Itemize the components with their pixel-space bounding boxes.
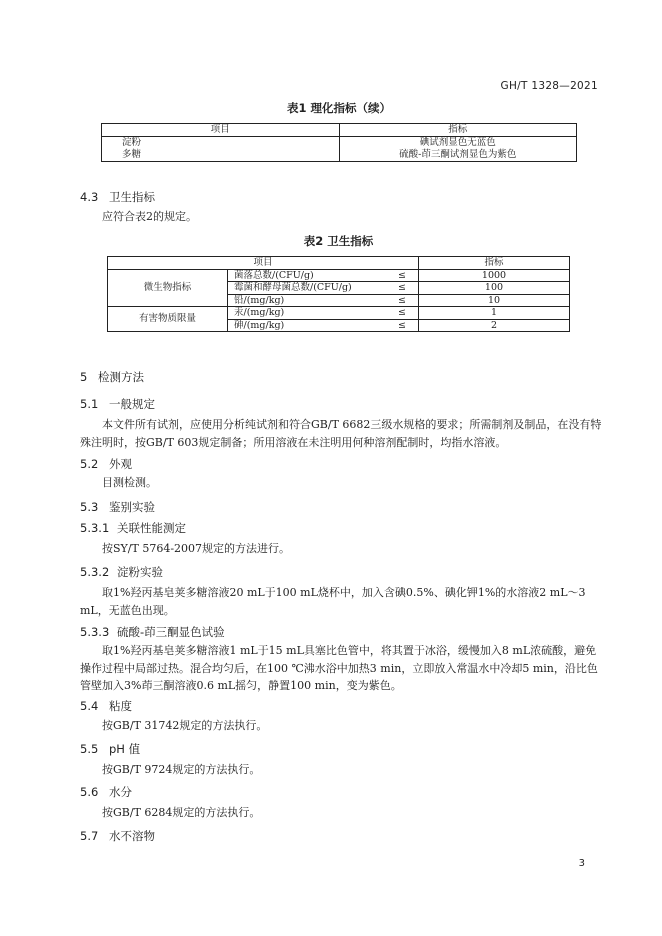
table-header-cell: 指标 xyxy=(419,257,570,270)
page-number: 3 xyxy=(578,858,585,869)
section-number: 4.3 xyxy=(80,190,99,204)
table-cell: 多糖 xyxy=(102,149,340,162)
section-heading xyxy=(80,396,155,412)
le-symbol: ≤ xyxy=(386,319,419,332)
section-title: 水分 xyxy=(109,785,132,799)
table-header-row xyxy=(108,257,570,270)
section-number: 5.4 xyxy=(80,699,99,713)
paragraph: 应符合表2的规定。 xyxy=(102,210,197,223)
section-title: 外观 xyxy=(109,457,132,471)
section-number: 5 xyxy=(80,370,88,384)
group-label: 微生物指标 xyxy=(108,269,228,307)
paragraph: 目测检测。 xyxy=(102,476,157,489)
table2-caption: 表2 卫生指标 xyxy=(303,234,374,248)
table-cell: 碘试剂显色无蓝色 xyxy=(419,137,496,148)
paragraph: 按GB/T 31742规定的方法执行。 xyxy=(102,719,268,732)
section-heading xyxy=(80,828,155,844)
paragraph: 取1%羟丙基皂荚多糖溶液20 mL于100 mL烧杯中，加入含碘0.5%、碘化钾1%的水溶液2 mL～3 mL，无蓝色出现。 xyxy=(80,586,586,617)
table-cell: 硫酸-茚三酮试剂显色为紫色 xyxy=(399,149,517,160)
paragraph: 本文件所有试剂，应使用分析纯试剂和符合GB/T 6682三级水规格的要求；所需制剂及制品，在没有特殊注明时，按GB/T 603规定制备；所用溶液在未注明用何种溶剂配制时，均指水溶液。 xyxy=(80,418,602,449)
section-title: 检测方法 xyxy=(98,370,144,384)
section-title: 淀粉实验 xyxy=(117,565,163,579)
table-row xyxy=(108,307,570,320)
section-heading xyxy=(80,369,144,385)
item-value: 1000 xyxy=(419,269,570,282)
section-number: 5.3 xyxy=(80,500,99,514)
section-heading xyxy=(80,698,132,714)
item-value: 1 xyxy=(419,307,570,320)
item-label: 菌落总数/(CFU/g) xyxy=(228,269,387,282)
section-title: 关联性能测定 xyxy=(117,521,186,535)
section-number: 5.3.2 xyxy=(80,565,110,579)
group-label: 有害物质限量 xyxy=(108,307,228,332)
table-cell: 淀粉 xyxy=(102,137,340,150)
section-title: 卫生指标 xyxy=(109,190,155,204)
table-header-cell: 项目 xyxy=(108,257,419,270)
section-number: 5.3.1 xyxy=(80,521,110,535)
section-title: 一般规定 xyxy=(109,397,155,411)
item-label: 砷/(mg/kg) xyxy=(228,319,387,332)
section-heading xyxy=(80,520,186,536)
section-heading xyxy=(80,189,155,205)
table-header-cell: 指标 xyxy=(339,124,577,137)
le-symbol: ≤ xyxy=(386,294,419,307)
table-row xyxy=(102,137,577,150)
item-value: 100 xyxy=(419,282,570,295)
paragraph: 按GB/T 6284规定的方法执行。 xyxy=(102,806,261,819)
le-symbol: ≤ xyxy=(386,269,419,282)
table-header-cell: 项目 xyxy=(102,124,340,137)
table2 xyxy=(107,256,570,332)
section-title: 粘度 xyxy=(109,699,132,713)
le-symbol: ≤ xyxy=(386,282,419,295)
item-label: 铅/(mg/kg) xyxy=(228,294,387,307)
section-title: 鉴别实验 xyxy=(109,500,155,514)
section-heading xyxy=(80,784,132,800)
section-heading xyxy=(80,741,140,757)
item-label: 霉菌和酵母菌总数/(CFU/g) xyxy=(228,282,387,295)
section-number: 5.6 xyxy=(80,785,99,799)
table1-caption: 表1 理化指标（续） xyxy=(286,101,391,115)
section-heading xyxy=(80,564,163,580)
paragraph: 按GB/T 9724规定的方法执行。 xyxy=(102,763,261,776)
item-label: 汞/(mg/kg) xyxy=(228,307,387,320)
section-title: 硫酸-茚三酮显色试验 xyxy=(117,625,225,639)
section-number: 5.1 xyxy=(80,397,99,411)
table-header-row xyxy=(102,124,577,137)
paragraph: 按SY/T 5764-2007规定的方法进行。 xyxy=(102,542,291,555)
section-number: 5.7 xyxy=(80,829,99,843)
item-value: 10 xyxy=(419,294,570,307)
section-number: 5.2 xyxy=(80,457,99,471)
table-row xyxy=(108,269,570,282)
section-title: pH 值 xyxy=(109,742,141,756)
table1 xyxy=(101,123,577,162)
table-row xyxy=(102,149,577,162)
section-heading xyxy=(80,499,155,515)
item-value: 2 xyxy=(419,319,570,332)
section-number: 5.5 xyxy=(80,742,99,756)
standard-number: GH/T 1328—2021 xyxy=(500,80,598,92)
paragraph: 取1%羟丙基皂荚多糖溶液1 mL于15 mL具塞比色管中，将其置于冰浴，缓慢加入8 mL浓硫酸，避免操作过程中局部过热。混合均匀后，在100 ℃沸水浴中加热3 min，立即放入常温水中冷却5 min，沿比色管壁加入3%茚三酮溶液0.6 mL摇匀，静置100 min，变为紫色。 xyxy=(80,644,598,692)
le-symbol: ≤ xyxy=(386,307,419,320)
section-heading xyxy=(80,456,132,472)
section-number: 5.3.3 xyxy=(80,625,110,639)
section-title: 水不溶物 xyxy=(109,829,155,843)
section-heading xyxy=(80,624,225,640)
